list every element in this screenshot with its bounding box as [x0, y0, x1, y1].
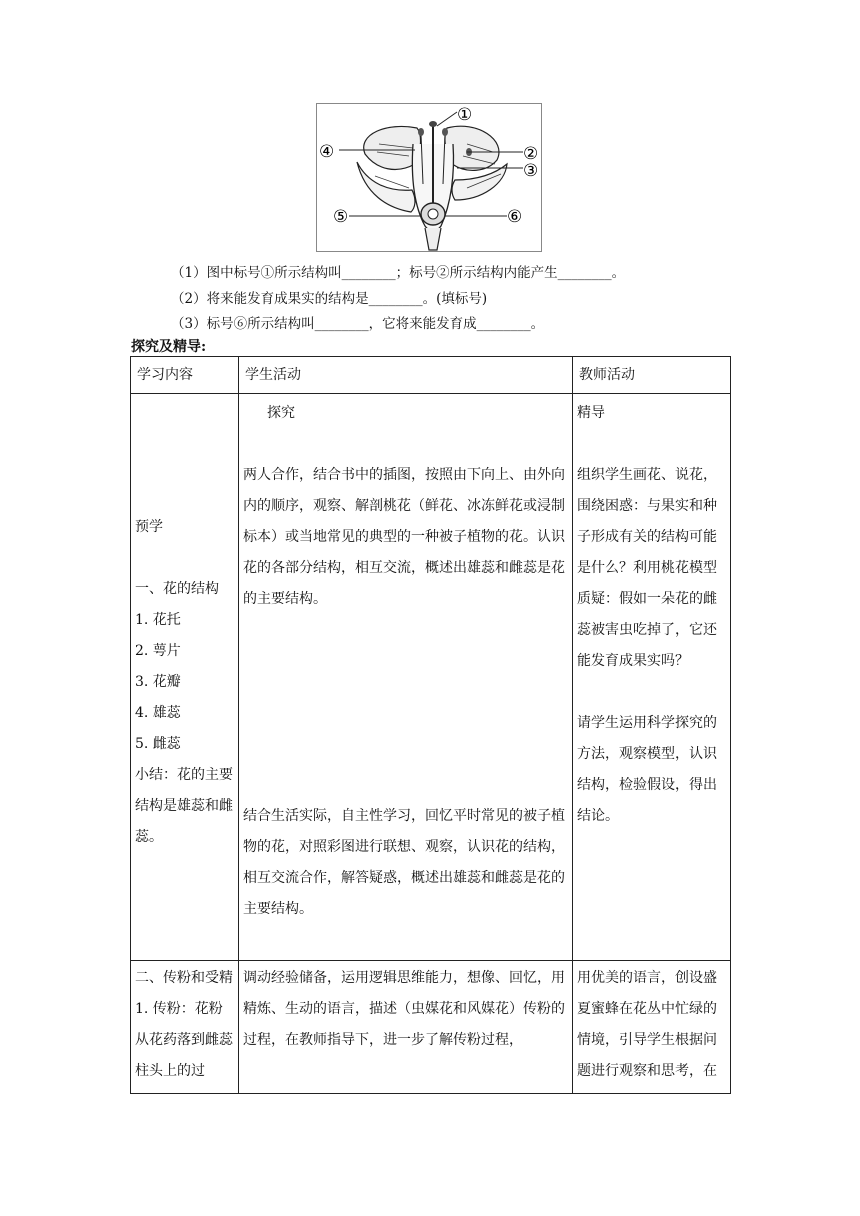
flower-illustration: [317, 104, 543, 253]
cell-title: 精导: [577, 405, 605, 421]
cell-student-pollination: [239, 961, 573, 1094]
cell-content-pollination: [131, 961, 239, 1094]
cell-paragraph: 两人合作，结合书中的插图，按照由下向上、由外向内的顺序，观察、解剖桃花（鲜花、冰冻鲜花或浸制标本）或当地常见的典型的一种被子植物的花。认识花的各部分结构，相互交流，概述出雄蕊和雌蕊是花的主要结构。: [243, 467, 565, 607]
question-1: （1）图中标号①所示结构叫________；标号②所示结构内能产生________。: [171, 265, 626, 281]
cell-title: 探究: [267, 405, 295, 421]
cell-paragraph: 用优美的语言，创设盛夏蜜蜂在花丛中忙绿的情境，引导学生根据问题进行观察和思考，在: [577, 970, 717, 1079]
header-student: 学生活动: [239, 357, 573, 394]
cell-line: 3. 花瓣: [135, 674, 181, 690]
cell-student-structure: [239, 394, 573, 961]
table-header-row: [131, 357, 731, 394]
question-3: （3）标号⑥所示结构叫________，它将来能发育成________。: [171, 316, 545, 332]
label-5: ⑤: [333, 207, 349, 227]
label-2: ②: [523, 144, 539, 164]
lesson-table: [130, 356, 731, 1094]
cell-line: 小结：花的主要结构是雄蕊和雌蕊。: [135, 767, 233, 845]
question-2: （2）将来能发育成果实的结构是________。(填标号): [171, 291, 488, 307]
flower-diagram: [316, 103, 542, 252]
cell-teacher-pollination: [573, 961, 731, 1094]
cell-line: 1. 花托: [135, 612, 181, 628]
section-title: 探究及精导:: [131, 339, 207, 355]
cell-paragraph: 调动经验储备，运用逻辑思维能力，想像、回忆，用精炼、生动的语言，描述（虫媒花和风媒花）传粉的过程，在教师指导下，进一步了解传粉过程，: [243, 970, 565, 1048]
cell-paragraph: 二、传粉和受精 1. 传粉：花粉从花药落到雌蕊柱头上的过: [135, 970, 233, 1079]
header-content: 学习内容: [131, 357, 239, 394]
cell-paragraph: 结合生活实际，自主性学习，回忆平时常见的被子植物的花，对照彩图进行联想、观察，认识花的结构，相互交流合作，解答疑惑，概述出雄蕊和雌蕊是花的主要结构。: [243, 808, 565, 917]
label-4: ④: [319, 142, 335, 162]
label-1: ①: [457, 105, 473, 125]
cell-paragraph: 请学生运用科学探究的方法，观察模型，认识结构，检验假设，得出结论。: [577, 715, 717, 824]
table-row: [131, 394, 731, 961]
cell-line: 5. 雌蕊: [135, 736, 181, 752]
cell-line: 预学: [135, 519, 163, 535]
cell-paragraph: 组织学生画花、说花，围绕困惑：与果实和种子形成有关的结构可能是什么？利用桃花模型质疑：假如一朵花的雌蕊被害虫吃掉了，它还能发育成果实吗？: [577, 467, 717, 669]
cell-line: 2. 萼片: [135, 643, 181, 659]
table-row: [131, 961, 731, 1094]
cell-content-structure: [131, 394, 239, 961]
cell-line: 一、花的结构: [135, 581, 219, 597]
cell-line: 4. 雄蕊: [135, 705, 181, 721]
cell-teacher-structure: [573, 394, 731, 961]
label-6: ⑥: [507, 207, 523, 227]
label-3: ③: [523, 161, 539, 181]
header-teacher: 教师活动: [573, 357, 731, 394]
